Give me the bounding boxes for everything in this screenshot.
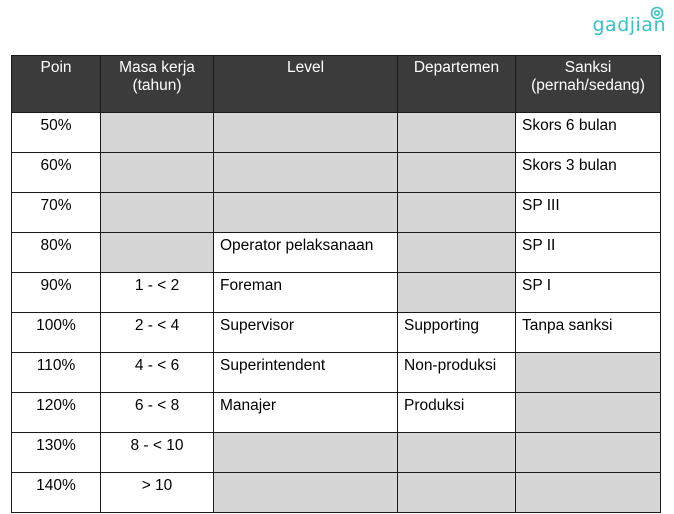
cell-poin: 60%: [12, 153, 101, 193]
cell-level: Operator pelaksanaan: [214, 233, 398, 273]
cell-level: [214, 193, 398, 233]
cell-sanksi: Skors 3 bulan: [516, 153, 661, 193]
cell-masa-kerja: [101, 113, 214, 153]
cell-masa-kerja: 1 - < 2: [101, 273, 214, 313]
cell-poin: 80%: [12, 233, 101, 273]
cell-sanksi: [516, 433, 661, 473]
cell-sanksi: [516, 473, 661, 513]
cell-departemen: Non-produksi: [398, 353, 516, 393]
cell-poin: 50%: [12, 113, 101, 153]
cell-level: Foreman: [214, 273, 398, 313]
cell-sanksi: SP III: [516, 193, 661, 233]
cell-departemen: Produksi: [398, 393, 516, 433]
cell-masa-kerja: 2 - < 4: [101, 313, 214, 353]
table-row: [12, 113, 661, 153]
cell-departemen: [398, 193, 516, 233]
table-row: [12, 433, 661, 473]
cell-masa-kerja: [101, 153, 214, 193]
cell-departemen: [398, 273, 516, 313]
header-row: [12, 56, 661, 113]
gadjian-logo: [586, 6, 666, 40]
cell-level: [214, 433, 398, 473]
cell-level: Superintendent: [214, 353, 398, 393]
cell-poin: 70%: [12, 193, 101, 233]
cell-sanksi: SP I: [516, 273, 661, 313]
cell-departemen: [398, 153, 516, 193]
cell-level: [214, 153, 398, 193]
header-poin: Poin: [12, 56, 101, 113]
cell-poin: 90%: [12, 273, 101, 313]
cell-masa-kerja: 6 - < 8: [101, 393, 214, 433]
cell-masa-kerja: 8 - < 10: [101, 433, 214, 473]
table-row: [12, 153, 661, 193]
cell-poin: 100%: [12, 313, 101, 353]
header-sanksi: Sanksi (pernah/sedang): [516, 56, 661, 113]
cell-sanksi: [516, 393, 661, 433]
cell-sanksi: Skors 6 bulan: [516, 113, 661, 153]
cell-departemen: [398, 233, 516, 273]
cell-departemen: Supporting: [398, 313, 516, 353]
table-row: [12, 233, 661, 273]
cell-departemen: [398, 473, 516, 513]
cell-departemen: [398, 433, 516, 473]
table-body: [12, 113, 661, 513]
cell-masa-kerja: [101, 233, 214, 273]
cell-poin: 140%: [12, 473, 101, 513]
sanction-table: [11, 55, 661, 513]
cell-sanksi: Tanpa sanksi: [516, 313, 661, 353]
header-masa-kerja: Masa kerja (tahun): [101, 56, 214, 113]
cell-level: [214, 113, 398, 153]
cell-level: Manajer: [214, 393, 398, 433]
cell-sanksi: SP II: [516, 233, 661, 273]
cell-departemen: [398, 113, 516, 153]
cell-level: [214, 473, 398, 513]
cell-masa-kerja: [101, 193, 214, 233]
table-row: [12, 473, 661, 513]
logo-text: gadjian: [592, 14, 666, 36]
header-level: Level: [214, 56, 398, 113]
cell-masa-kerja: > 10: [101, 473, 214, 513]
cell-masa-kerja: 4 - < 6: [101, 353, 214, 393]
cell-poin: 110%: [12, 353, 101, 393]
table-row: [12, 353, 661, 393]
cell-poin: 120%: [12, 393, 101, 433]
table-row: [12, 393, 661, 433]
table-row: [12, 193, 661, 233]
cell-poin: 130%: [12, 433, 101, 473]
table-row: [12, 313, 661, 353]
cell-sanksi: [516, 353, 661, 393]
table-row: [12, 273, 661, 313]
cell-level: Supervisor: [214, 313, 398, 353]
header-departemen: Departemen: [398, 56, 516, 113]
